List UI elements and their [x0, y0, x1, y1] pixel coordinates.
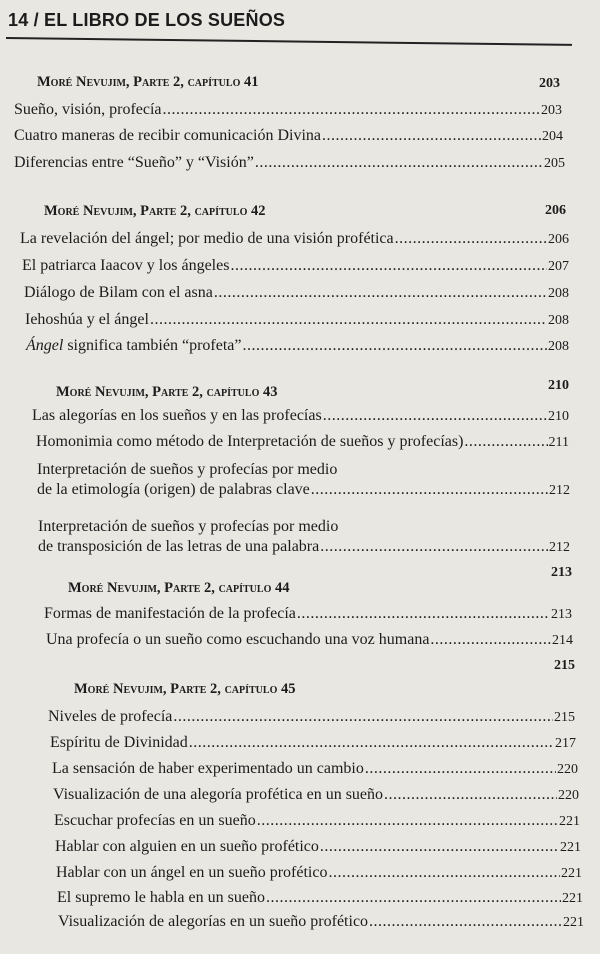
toc-entry[interactable]: Niveles de profecía ..... 215 [48, 707, 575, 728]
dot-leader [311, 480, 548, 500]
toc-entry[interactable]: El supremo le habla en un sueño ..... 221 [57, 888, 583, 909]
section-page-41: 203 [539, 76, 560, 91]
dot-leader [297, 604, 550, 624]
dot-leader [369, 912, 562, 932]
toc-entry[interactable]: Interpretación de sueños y profecías por medio de la etimología (origen) de palabras clave ..... 212 [37, 460, 570, 501]
toc-entry[interactable]: Diálogo de Bilam con el asna ..... 208 [24, 283, 569, 304]
section-title-44: Moré Nevujim, Parte 2, capítulo 44 [68, 580, 290, 596]
toc-entry[interactable]: Las alegorías en los sueños y en las profecías ..... 210 [32, 406, 569, 427]
section-page-43: 210 [548, 378, 569, 393]
dot-leader [255, 153, 543, 173]
dot-leader [395, 229, 547, 249]
section-title-42: Moré Nevujim, Parte 2, capítulo 42 [44, 203, 266, 219]
dot-leader [214, 283, 547, 303]
dot-leader [242, 336, 547, 356]
toc-entry[interactable]: Espíritu de Divinidad ..... 217 [50, 733, 576, 754]
dot-leader [323, 406, 547, 426]
section-page-42: 206 [545, 203, 566, 218]
toc-entry[interactable]: Iehoshúa y el ángel ..... 208 [25, 310, 569, 331]
toc-entry[interactable]: La revelación del ángel; por medio de una visión profética ..... 206 [20, 229, 569, 250]
dot-leader [230, 256, 547, 276]
toc-entry[interactable]: Escuchar profecías en un sueño ..... 221 [54, 811, 580, 832]
toc-entry[interactable]: Hablar con un ángel en un sueño profético ..... 221 [56, 863, 582, 884]
dot-leader [189, 733, 554, 753]
toc-entry[interactable]: Una profecía o un sueño como escuchando una voz humana ..... 214 [46, 630, 573, 651]
dot-leader [322, 126, 541, 146]
toc-entry[interactable]: Hablar con alguien en un sueño profético ..... 221 [55, 837, 581, 858]
header-rule [6, 37, 572, 46]
dot-leader [257, 811, 558, 831]
dot-leader [173, 707, 553, 727]
dot-leader [365, 759, 556, 779]
toc-entry[interactable]: Visualización de una alegoría profética en un sueño ..... 220 [53, 785, 579, 806]
dot-leader [464, 432, 547, 452]
section-title-41: Moré Nevujim, Parte 2, capítulo 41 [37, 74, 259, 90]
toc-entry[interactable]: Diferencias entre “Sueño” y “Visión” ..... 205 [14, 153, 565, 174]
dot-leader [266, 888, 561, 908]
toc-entry[interactable]: Interpretación de sueños y profecías por medio de transposición de las letras de una palabra ..... 212 [38, 517, 570, 558]
section-page-44: 213 [551, 565, 572, 580]
toc-entry[interactable]: La sensación de haber experimentado un cambio ..... 220 [52, 759, 578, 780]
dot-leader [328, 863, 560, 883]
toc-entry[interactable]: Sueño, visión, profecía ..... 203 [14, 100, 562, 121]
dot-leader [384, 785, 557, 805]
toc-entry[interactable]: Cuatro maneras de recibir comunicación Divina ..... 204 [14, 126, 563, 147]
dot-leader [320, 837, 559, 857]
dot-leader [430, 630, 551, 650]
section-title-43: Moré Nevujim, Parte 2, capítulo 43 [56, 384, 278, 400]
dot-leader [150, 310, 547, 330]
toc-entry[interactable]: Formas de manifestación de la profecía ..... 213 [44, 604, 572, 625]
dot-leader [163, 100, 540, 120]
toc-entry[interactable]: Visualización de alegorías en un sueño profético ..... 221 [58, 912, 584, 933]
toc-entry[interactable]: El patriarca Iaacov y los ángeles ..... 207 [22, 256, 569, 277]
section-title-45: Moré Nevujim, Parte 2, capítulo 45 [74, 681, 296, 697]
toc-entry[interactable]: Homonimia como método de Interpretación de sueños y profecías) ..... 211 [36, 432, 569, 453]
section-page-45: 215 [554, 658, 575, 673]
page-header: 14 / EL LIBRO DE LOS SUEÑOS [8, 10, 286, 30]
toc-entry[interactable]: Ángel significa también “profeta” ..... 208 [26, 336, 569, 357]
dot-leader [320, 537, 548, 557]
